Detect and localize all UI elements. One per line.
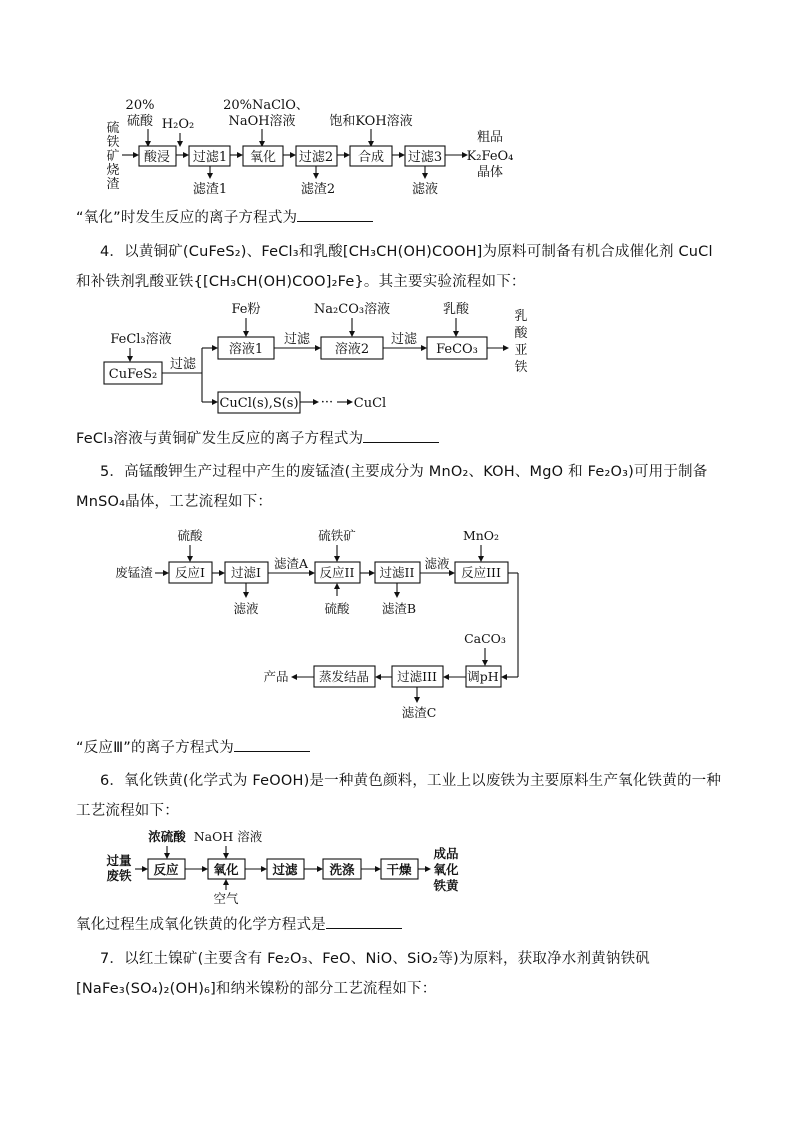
flowchart-lactate <box>0 296 794 426</box>
q4-cufes2: CuFeS₂ <box>108 367 158 382</box>
flow1-product: 晶体 <box>476 165 504 180</box>
q5-pyrite: 硫铁矿 <box>318 528 356 543</box>
q5-adjust-ph: 调pH <box>467 669 499 684</box>
flow1-step-filter1: 过滤1 <box>192 150 228 165</box>
q6-question-text: 氧化过程生成氧化铁黄的化学方程式是 <box>76 917 326 933</box>
q4-feco3: FeCO₃ <box>436 342 478 357</box>
q5-filter3: 过滤III <box>397 669 437 684</box>
q4-product-char: 亚 <box>514 343 528 358</box>
flowchart-k2feo4 <box>0 0 794 200</box>
q5-mno2: MnO₂ <box>462 528 500 543</box>
q3-question-text: “氧化”时发生反应的离子方程式为 <box>76 210 298 226</box>
q6-product: 氧化 <box>433 862 459 877</box>
q4-filter-label-2: 过滤 <box>283 332 311 347</box>
q5-prompt <box>76 457 726 517</box>
q5-residue-c: 滤渣C <box>401 705 437 720</box>
q6-step-react: 反应 <box>153 862 179 877</box>
flow1-start-char: 硫 <box>106 121 120 136</box>
q4-solid: CuCl(s),S(s) <box>219 396 299 411</box>
q4-fe-powder: Fe粉 <box>231 302 261 317</box>
q5-reaction2: 反应II <box>319 565 355 580</box>
q6-start: 过量 <box>106 853 132 868</box>
q6-acid: 浓硫酸 <box>148 829 186 844</box>
flow1-waste: 滤渣1 <box>192 182 228 197</box>
q5-sulfuric: 硫酸 <box>177 528 203 543</box>
q5-evaporate: 蒸发结晶 <box>318 669 370 684</box>
q4-product-char: 酸 <box>514 326 528 341</box>
flow1-reagent: H₂O₂ <box>161 117 195 132</box>
flow1-waste: 滤液 <box>411 182 439 197</box>
q5-residue-b: 滤渣B <box>381 601 417 616</box>
q7-prompt-text: 7．以红土镍矿(主要含有 Fe₂O₃、FeO、NiO、SiO₂等)为原料，获取净水剂黄钠铁矾[NaFe₃(SO₄)₂(OH)₆]和纳米镍粉的部分工艺流程如下： <box>76 951 650 997</box>
flow1-step-filter3: 过滤3 <box>407 150 443 165</box>
answer-blank[interactable] <box>234 737 310 752</box>
q4-reagent-fecl3: FeCl₃溶液 <box>110 332 172 347</box>
q4-cucl: CuCl <box>353 396 387 411</box>
q4-lactic: 乳酸 <box>442 302 470 317</box>
flow1-start-char: 铁 <box>106 135 120 150</box>
q5-reaction1: 反应I <box>175 565 205 580</box>
q4-filter-label: 过滤 <box>169 357 197 372</box>
q4-prompt <box>76 237 726 297</box>
flow1-step-synthesis: 合成 <box>357 150 385 165</box>
answer-blank[interactable] <box>326 914 402 929</box>
q5-filtrate: 滤液 <box>424 556 450 571</box>
flow1-start-char: 矿 <box>106 149 120 164</box>
flow1-reagent: 20% <box>125 98 155 113</box>
flow1-product: K₂FeO₄ <box>466 149 514 164</box>
q6-step-oxidize: 氧化 <box>213 862 239 877</box>
flow1-step-acid-leach: 酸浸 <box>143 150 171 165</box>
answer-blank[interactable] <box>363 428 439 443</box>
flow1-waste: 滤渣2 <box>300 182 336 197</box>
q6-prompt-text: 6．氧化铁黄(化学式为 FeOOH)是一种黄色颜料，工业上以废铁为主要原料生产氧化铁黄的一种工艺流程如下： <box>76 773 722 819</box>
q4-product-char: 铁 <box>514 360 528 375</box>
q4-prompt-text: 4．以黄铜矿(CuFeS₂)、FeCl₃和乳酸[CH₃CH(OH)COOH]为原料可制备有机合成催化剂 CuCl 和补铁剂乳酸亚铁{[CH₃CH(OH)COO]₂Fe}。其主要实验流程如下： <box>76 244 713 290</box>
q6-naoh: NaOH 溶液 <box>193 829 263 844</box>
flow1-step-oxidize: 氧化 <box>249 150 277 165</box>
q6-product: 成品 <box>433 846 459 861</box>
q5-caco3: CaCO₃ <box>464 631 506 646</box>
q6-step-dry: 干燥 <box>386 862 412 877</box>
flowchart-feooh <box>0 825 794 915</box>
flow1-start-char: 渣 <box>106 177 120 192</box>
q4-product-char: 乳 <box>514 309 528 324</box>
q6-product: 铁黄 <box>433 878 459 893</box>
q5-filter2: 过滤II <box>379 565 415 580</box>
flow1-reagent: 20%NaClO、 <box>223 98 309 113</box>
q5-filtrate-a: 滤渣A <box>273 556 309 571</box>
q6-prompt <box>76 766 726 826</box>
q5-filter1: 过滤I <box>231 565 261 580</box>
q4-solution2: 溶液2 <box>334 342 370 357</box>
q6-step-wash: 洗涤 <box>329 862 355 877</box>
q6-step-filter: 过滤 <box>272 862 298 877</box>
q7-prompt <box>76 944 726 1004</box>
q6-question <box>76 910 726 940</box>
q3-question <box>76 203 726 233</box>
q4-question-text: FeCl₃溶液与黄铜矿发生反应的离子方程式为 <box>76 431 364 447</box>
q5-prompt-text: 5．高锰酸钾生产过程中产生的废锰渣(主要成分为 MnO₂、KOH、MgO 和 Fe₂O₃)可用于制备 MnSO₄晶体，工艺流程如下： <box>76 464 708 510</box>
q5-question-text: “反应Ⅲ”的离子方程式为 <box>76 740 234 756</box>
q4-question <box>76 424 726 454</box>
flow1-reagent: 硫酸 <box>126 114 154 129</box>
q5-question <box>76 733 726 763</box>
q5-product: 产品 <box>263 669 289 684</box>
q4-dots: ··· <box>320 395 334 410</box>
q4-filter-label-3: 过滤 <box>390 332 418 347</box>
q6-air: 空气 <box>213 891 239 906</box>
flowchart-mnso4 <box>0 520 794 725</box>
flow1-start-char: 烧 <box>106 163 120 178</box>
q5-sulfuric2: 硫酸 <box>324 601 350 616</box>
q4-na2co3: Na₂CO₃溶液 <box>313 302 391 317</box>
q5-reaction3: 反应III <box>461 565 501 580</box>
flow1-step-filter2: 过滤2 <box>298 150 334 165</box>
q5-start: 废锰渣 <box>115 565 153 580</box>
q5-waste1: 滤液 <box>233 601 259 616</box>
flow1-reagent: 饱和KOH溶液 <box>329 114 413 129</box>
q4-solution1: 溶液1 <box>228 342 264 357</box>
flow1-product: 粗品 <box>476 130 504 145</box>
q6-start: 废铁 <box>106 868 132 883</box>
answer-blank[interactable] <box>297 207 373 222</box>
flow1-reagent: NaOH溶液 <box>228 114 296 129</box>
